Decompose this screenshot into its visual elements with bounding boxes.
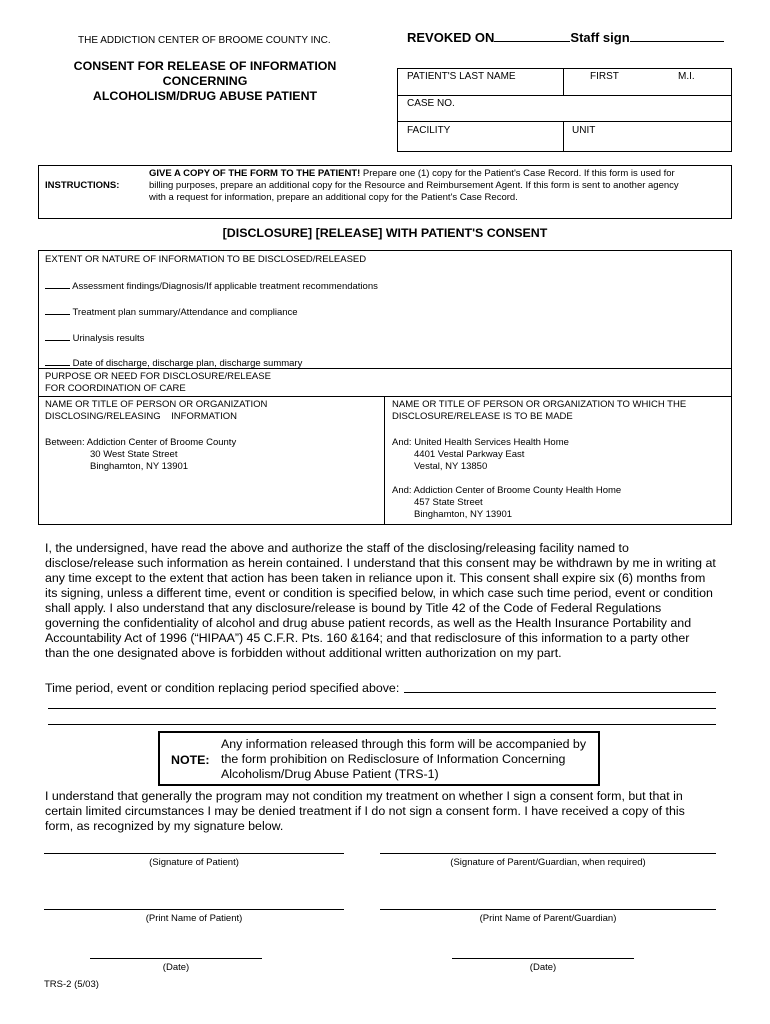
recipient-heading-line-1: NAME OR TITLE OF PERSON OR ORGANIZATION TO WHICH THE [392,399,687,410]
checkbox-line[interactable] [45,331,70,341]
title-line-2: CONCERNING [162,74,248,88]
extent-item-2[interactable] [45,305,298,319]
disclosing-heading-line-1: NAME OR TITLE OF PERSON OR ORGANIZATION [45,399,268,410]
checkbox-line[interactable] [45,279,70,289]
extent-item-1[interactable] [45,279,378,293]
note-text [221,737,586,782]
note-line-2: the form prohibition on Redisclosure of Information Concerning [221,752,566,766]
recipient-party-1 [392,437,569,473]
recipient-party-2 [392,485,621,521]
time-period-line-3[interactable] [48,724,716,725]
understand-line: I understand that generally the program may not condition my treatment on whether I sign a consent form, but that in [45,789,683,803]
consent-line: Accountability Act of 1996 (“HIPAA”) 45 C.F.R. Pts. 160 &164; and that redisclosure of this information to a party other [45,631,690,645]
note-line-3: Alcoholism/Drug Abuse Patient (TRS-1) [221,767,439,781]
checkbox-line[interactable] [45,356,70,366]
section-title: [DISCLOSURE] [RELEASE] WITH PATIENT'S CONSENT [222,226,548,240]
consent-line: its signing, unless a different time, event or condition is specified below, in which case such time period, event or condition [45,586,713,600]
guardian-print-label: (Print Name of Parent/Guardian) [479,913,617,924]
consent-line: governing the confidentiality of alcohol and drug abuse patient records, as well as the Health Insurance Portability and [45,616,692,630]
note-line-1: Any information released through this form will be accompanied by [221,737,587,751]
and-label: And: [392,437,412,448]
understand-line: certain limited circumstances I may be denied treatment if I do not sign a consent form. I have received a copy of this [45,804,685,818]
date-right-line[interactable] [452,958,634,959]
guardian-print-line[interactable] [380,909,716,910]
guardian-signature-label: (Signature of Parent/Guardian, when required) [450,857,646,868]
recipient-1-name: United Health Services Health Home [414,437,569,448]
title-line-1: CONSENT FOR RELEASE OF INFORMATION [73,59,337,73]
disclosing-party-name: Addiction Center of Broome County [86,437,237,448]
title-line-3: ALCOHOLISM/DRUG ABUSE PATIENT [92,89,318,103]
form-title [40,59,370,104]
patient-signature-line[interactable] [44,853,344,854]
instructions-line-2: billing purposes, prepare an additional copy for the Resource and Reimbursement Agent. If this form is sent to another agency [149,180,679,191]
recipient-1-address-2: Vestal, NY 13850 [414,461,488,472]
disclosing-party-address-1: 30 West State Street [90,449,178,460]
patient-print-line[interactable] [44,909,344,910]
recipient-heading-line-2: DISCLOSURE/RELEASE IS TO BE MADE [392,411,573,422]
patient-first-label[interactable]: FIRST [590,71,619,82]
extent-heading: EXTENT OR NATURE OF INFORMATION TO BE DISCLOSED/RELEASED [45,254,367,265]
extent-item-3[interactable] [45,331,144,345]
instructions-bold-lead: GIVE A COPY OF THE FORM TO THE PATIENT! [149,168,361,179]
time-period-line-2[interactable] [48,708,716,709]
case-no-label[interactable]: CASE NO. [407,98,455,109]
time-period-line-1[interactable] [404,692,716,693]
staff-sign-label: Staff sign [570,30,630,45]
instructions-line-1: Prepare one (1) copy for the Patient's Case Record. If this form is used for [360,168,675,179]
consent-line: any time except to the extent that action has been taken in reliance upon it. This consent shall expire six (6) months from [45,571,706,585]
form-id: TRS-2 (5/03) [44,979,99,990]
revoked-field [407,30,724,45]
extent-item-label: Date of discharge, discharge plan, discharge summary [72,358,303,369]
understand-paragraph [45,789,685,834]
extent-item-4[interactable] [45,356,302,370]
extent-item-label: Urinalysis results [72,333,145,344]
recipient-1-address-1: 4401 Vestal Parkway East [414,449,525,460]
consent-line: I, the undersigned, have read the above and authorize the staff of the disclosing/releasing facility named to [45,541,629,555]
date-left-label: (Date) [162,962,190,973]
organization-name: THE ADDICTION CENTER OF BROOME COUNTY INC. [78,35,331,46]
patient-last-name-label[interactable]: PATIENT'S LAST NAME [407,71,516,82]
recipient-2-address-2: Binghamton, NY 13901 [414,509,513,520]
disclosing-party [45,437,236,473]
consent-paragraph [45,541,735,661]
disclosing-heading-line-2: DISCLOSING/RELEASING INFORMATION [45,411,237,422]
purpose-heading: PURPOSE OR NEED FOR DISCLOSURE/RELEASE [45,371,271,382]
checkbox-line[interactable] [45,305,70,315]
extent-item-label: Treatment plan summary/Attendance and compliance [72,307,298,318]
date-right-label: (Date) [529,962,557,973]
facility-label[interactable]: FACILITY [407,125,451,136]
instructions-label: INSTRUCTIONS: [45,180,120,191]
time-period-label: Time period, event or condition replacing period specified above: [45,681,400,695]
consent-line: shall apply. I also understand that any disclosure/release is bound by Title 42 of the Code of Federal Regulations [45,601,662,615]
recipient-heading [392,399,686,423]
date-left-line[interactable] [90,958,262,959]
instructions-line-3: with a request for information, prepare an additional copy for the Patient's Case Record. [149,192,518,203]
note-label: NOTE: [171,753,210,767]
revoked-label: REVOKED ON [407,30,495,45]
extent-item-label: Assessment findings/Diagnosis/If applicable treatment recommendations [72,281,378,292]
consent-line: than the one designated above is forbidden without additional written authorization on my part. [45,646,562,660]
and-label: And: [392,485,412,496]
between-label: Between: [45,437,85,448]
purpose-value: FOR COORDINATION OF CARE [45,383,186,394]
recipient-2-address-1: 457 State Street [414,497,483,508]
disclosing-party-address-2: Binghamton, NY 13901 [90,461,189,472]
understand-line: form, as recognized by my signature below. [45,819,284,833]
guardian-signature-line[interactable] [380,853,716,854]
patient-signature-label: (Signature of Patient) [149,857,239,868]
consent-line: disclose/release such information as herein contained. I understand that this consent may be withdrawn by me in writing at [45,556,716,570]
recipient-2-name: Addiction Center of Broome County Health Home [413,485,622,496]
staff-sign-line[interactable] [630,30,724,42]
unit-label[interactable]: UNIT [572,125,596,136]
disclosing-heading [45,399,267,423]
instructions-text [149,168,729,204]
patient-print-label: (Print Name of Patient) [145,913,243,924]
revoked-date-line[interactable] [494,30,570,42]
patient-mi-label[interactable]: M.I. [678,71,695,82]
